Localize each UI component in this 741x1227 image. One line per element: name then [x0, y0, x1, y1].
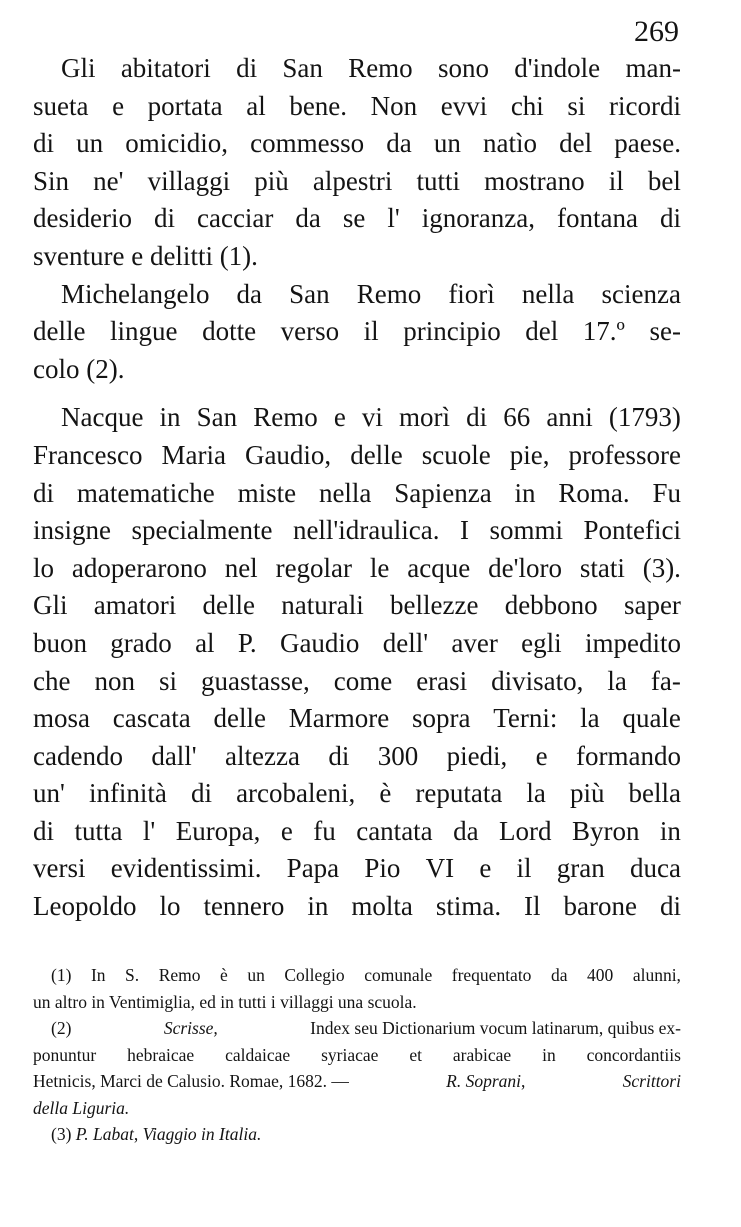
footnote-marker: (3): [51, 1124, 72, 1144]
text-line: cadendo dall' altezza di 300 piedi, e formando: [33, 740, 681, 771]
text-line: che non si guastasse, come erasi divisato, la fa-: [33, 665, 681, 696]
footnote-line: un altro in Ventimiglia, ed in tutti i villaggi una scuola.: [33, 991, 417, 1012]
text-line: Gli abitatori di San Remo sono d'indole man-: [61, 53, 681, 83]
text-line: Leopoldo lo tennero in molta stima. Il barone di: [33, 891, 681, 922]
footnote-line: [33, 1121, 681, 1148]
text-line: mosa cascata delle Marmore sopra Terni: la quale: [33, 703, 681, 734]
paragraph-gap: [33, 388, 681, 399]
paragraph-2: [33, 276, 681, 389]
text-line: sventure e delitti (1).: [33, 240, 258, 271]
text-line: desiderio di cacciar da se l' ignoranza, fontana di: [33, 203, 681, 234]
footnote-author: Scrisse,: [163, 1018, 218, 1038]
main-text: [33, 50, 681, 926]
text-line: Nacque in San Remo e vi morì di 66 anni (1793): [61, 402, 681, 433]
footnote-author: P. Labat: [75, 1124, 134, 1144]
footnote-line: ponuntur hebraicae caldaicae syriacae et arabicae in concordantiis: [33, 1044, 681, 1065]
footnote-separator: ,: [521, 1071, 526, 1091]
text-line: di tutta l' Europa, e fu cantata da Lord Byron in: [33, 815, 681, 846]
footnote-title: Viaggio in Italia.: [142, 1124, 262, 1144]
text-line: Sin ne' villaggi più alpestri tutti mostrano il bel: [33, 165, 681, 196]
footnote-2: [33, 1015, 681, 1121]
footnote-line: della Liguria.: [33, 1097, 130, 1118]
paragraph-1: [33, 50, 681, 276]
text-line: delle lingue dotte verso il principio del 17.º se-: [33, 316, 681, 347]
footnote-text: Index seu Dictionarium vocum latinarum, quibus ex-: [310, 1018, 681, 1038]
footnote-line: [33, 1068, 681, 1095]
footnote-separator: ,: [133, 1124, 139, 1144]
text-line: lo adoperarono nel regolar le acque de'loro stati (3).: [33, 552, 681, 583]
footnote-author: R. Soprani: [446, 1071, 522, 1091]
footnote-title: Scrittori: [622, 1071, 681, 1091]
paragraph-3: [33, 399, 681, 925]
page-number: 269: [634, 15, 679, 48]
text-line: colo (2).: [33, 353, 125, 384]
text-line: sueta e portata al bene. Non evvi chi si ricordi: [33, 90, 681, 121]
text-line: di matematiche miste nella Sapienza in Roma. Fu: [33, 477, 681, 508]
text-line: insigne specialmente nell'idraulica. I sommi Pontefici: [33, 515, 681, 546]
footnote-text: Hetnicis, Marci de Calusio. Romae, 1682. —: [33, 1071, 349, 1091]
footnote-line: [33, 1015, 681, 1042]
footnotes: [33, 962, 681, 1148]
text-line: Michelangelo da San Remo fiorì nella scienza: [61, 278, 681, 309]
text-line: Francesco Maria Gaudio, delle scuole pie, professore: [33, 439, 681, 470]
text-line: un' infinità di arcobaleni, è reputata la più bella: [33, 778, 681, 809]
footnote-1: [33, 962, 681, 1015]
text-line: Gli amatori delle naturali bellezze debbono saper: [33, 590, 681, 621]
footnote-marker: (2): [51, 1018, 72, 1038]
footnote-line: (1) In S. Remo è un Collegio comunale frequentato da 400 alunni,: [51, 965, 681, 985]
footnote-3: [33, 1121, 681, 1148]
text-line: buon grado al P. Gaudio dell' aver egli impedito: [33, 627, 681, 658]
text-line: di un omicidio, commesso da un natìo del paese.: [33, 128, 681, 159]
text-line: versi evidentissimi. Papa Pio VI e il gran duca: [33, 853, 681, 884]
